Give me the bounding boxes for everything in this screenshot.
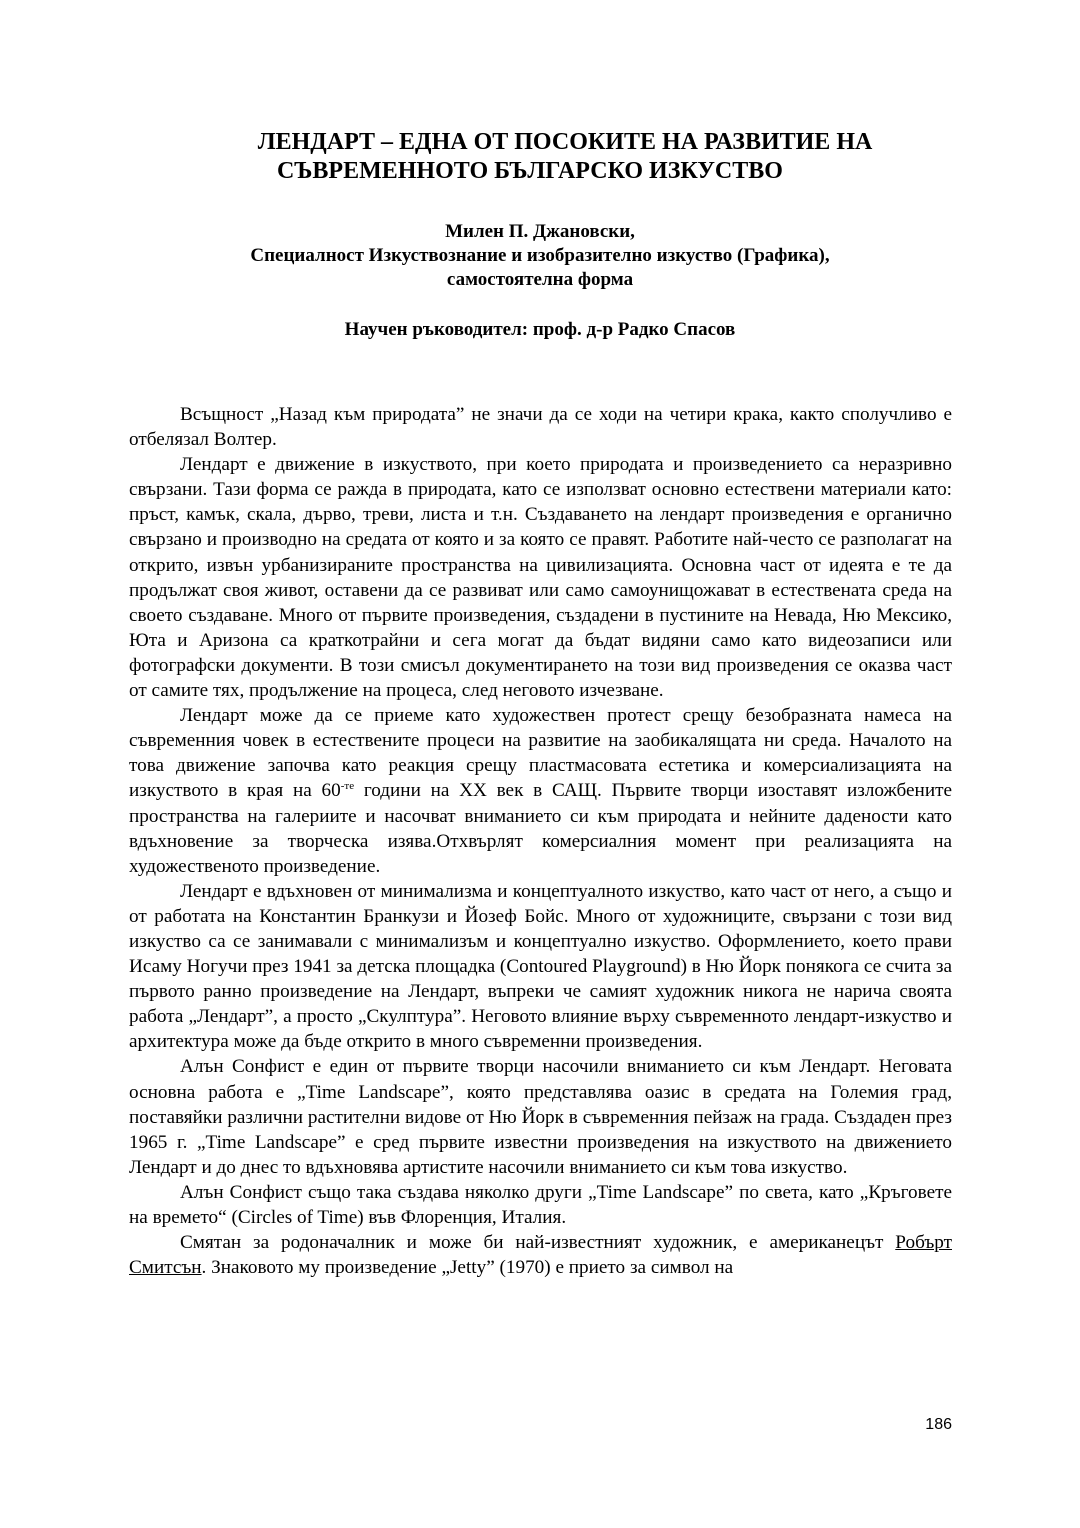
paragraph-7 (129, 1230, 952, 1280)
article-body (129, 402, 952, 1280)
page-number: 186 (925, 1416, 952, 1433)
paragraph-1: Всъщност „Назад към природата” не значи да се ходи на четири крака, както сполучливо е отбелязал Волтер. (129, 404, 952, 451)
smithson-link[interactable]: Робърт Смитсън (129, 1232, 952, 1279)
paragraph-2: Лендарт е движение в изкуството, при което природата и произведението са неразривно свързани. Тази форма се ражда в природата, като се използват основно естествени материали като: пръст, камък, скала, дърво, треви, листа и т.н. Създаването на лендарт произведения е органично свързано и производно на средата от която и за която се правят. Работите най-често се разполагат на открито, извън урбанизираните пространства на цивилизацията. Основна част от идеята е те да продължат своя живот, оставени да се развиват или само самоунищожават в естествената среда на своето създаване. Много от първите произведения, създадени в пустините на Невада, Ню Мексико, Юта и Аризона са краткотрайни и сега могат да бъдат видяни само като видеозаписи или фотографски документи. В този смисъл документирането на този вид произведения се оказва част от самите тях, продължение на процеса, след неговото изчезване. (129, 454, 952, 702)
author-block (100, 220, 980, 292)
title-line-1: ЛЕНДАРТ – ЕДНА ОТ ПОСОКИТЕ НА РАЗВИТИЕ НА (257, 129, 873, 155)
paragraph-3-text-a: Лендарт може да се приеме като художествен протест срещу безобразната намеса на съвременния човек в естествените процеси на развитие на заобикалящата ни среда. Началото на това движение започва като реакция срещу пластмасовата естетика и комерсиализацията на изкуството в края на 60 (129, 705, 952, 802)
title-line-2: СЪВРЕМЕННОТО БЪЛГАРСКО ИЗКУСТВО (277, 158, 783, 184)
superscript-te: -те (340, 780, 355, 793)
paragraph-5: Алън Сонфист е един от първите творци насочили вниманието си към Лендарт. Неговата основна работа е „Time Landscape”, която представлява оазис в средата на Големия град, поставяйки различни растителни видове от Ню Йорк в съвременния пейзаж на града. Създаден през 1965 г. „Time Landscape” е сред първите известни произведения на изкуството на движението Лендарт и до днес то вдъхновява артистите насочили вниманието си към това изкуство. (129, 1056, 952, 1178)
supervisor-line: Научен ръководител: проф. д-р Радко Спасов (344, 319, 736, 340)
paragraph-7-text-b: . Знаковото му произведение „Jetty” (1970) е прието за символ на (201, 1257, 734, 1279)
article-title (0, 128, 1080, 186)
paragraph-7-text-a: Смятан за родоначалник и може би най-известният художник, е американецът (180, 1232, 896, 1254)
author-form: самостоятелна форма (446, 269, 634, 290)
paragraph-6: Алън Сонфист също така създава няколко други „Time Landscape” по света, като „Кръговете на времето“ (Circles of Time) във Флоренция, Италия. (129, 1181, 952, 1228)
author-name: Милен П. Джановски, (445, 221, 635, 242)
paragraph-4: Лендарт е вдъхновен от минимализма и концептуалното изкуство, като част от него, а също и от работата на Константин Бранкузи и Йозеф Бойс. Много от художниците, свързани с този вид изкуство са се занимавали с минимализъм и концептуално изкуство. Оформлението, което прави Исаму Ногучи през 1941 за детска площадка (Contoured Playground) в Ню Йорк понякога се счита за първото ранно произведение на Лендарт, въпреки че самият художник никога не нарича своята работа „Лендарт”, а просто „Скулптура”. Неговото влияние върху съвременното лендарт-изкуство и архитектура може да бъде открито в много съвременни произведения. (129, 880, 953, 1053)
paragraph-3 (129, 703, 952, 879)
author-specialty: Специалност Изкуствознание и изобразително изкуство (Графика), (250, 245, 830, 266)
paragraph-3-text-b: години на XX век в САЩ. Първите творци изоставят изложбените пространства на галериите и насочват вниманието си към природата и нейните дадености като вдъхновение за творческа изява.Отхвърлят комерсиалния момент при реализацията на художественото произведение. (129, 780, 952, 877)
